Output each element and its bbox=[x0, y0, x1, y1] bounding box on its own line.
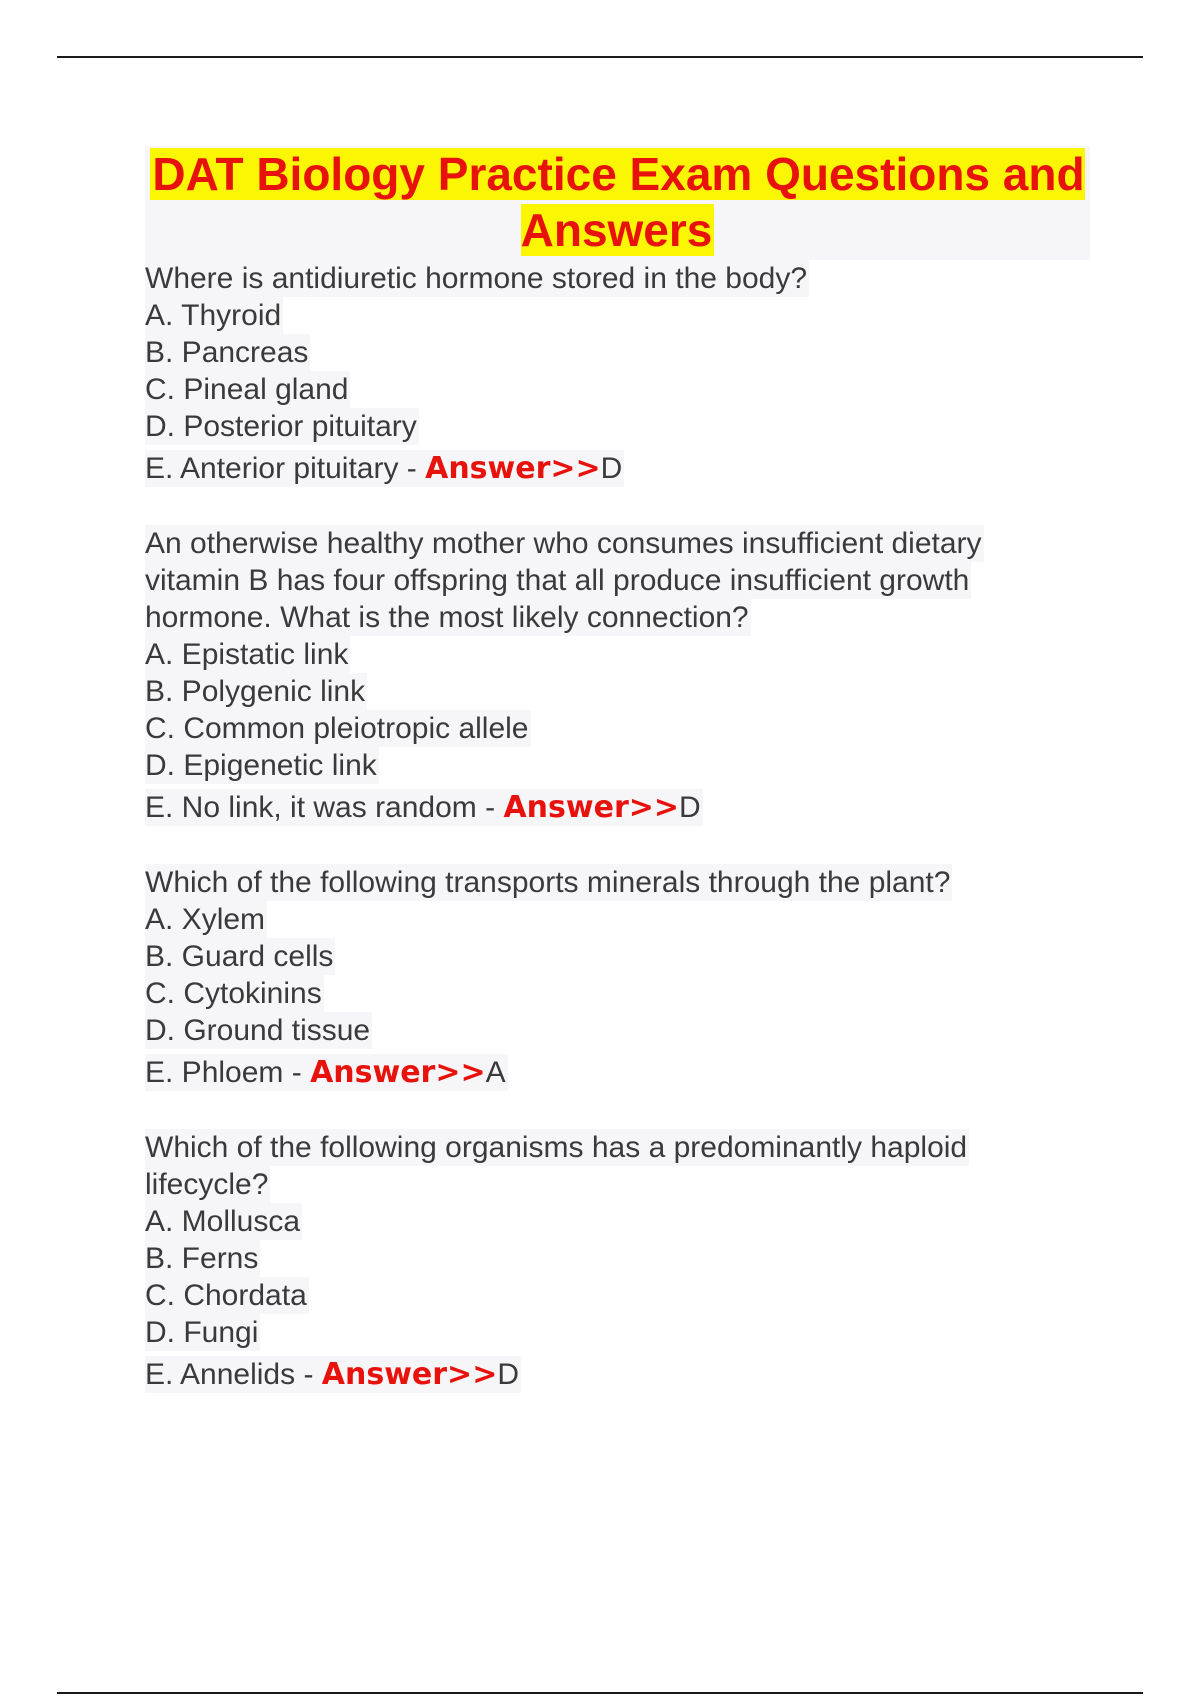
answer-option: D. Ground tissue bbox=[145, 1014, 371, 1047]
question-block bbox=[145, 1129, 1090, 1393]
answer-option-with-key bbox=[145, 789, 703, 826]
answer-option: C. Common pleiotropic allele bbox=[145, 712, 529, 745]
answer-option: C. Cytokinins bbox=[145, 977, 322, 1010]
question-block bbox=[145, 260, 1090, 487]
answer-option: B. Polygenic link bbox=[145, 675, 366, 708]
question-stem-line: vitamin B has four offspring that all produce insufficient growth bbox=[145, 564, 970, 597]
answer-option: B. Ferns bbox=[145, 1242, 259, 1275]
bottom-rule bbox=[57, 1692, 1143, 1694]
answer-option: A. Epistatic link bbox=[145, 638, 349, 671]
question-stem-line: Where is antidiuretic hormone stored in the body? bbox=[145, 262, 808, 295]
answer-option: D. Epigenetic link bbox=[145, 749, 377, 782]
answer-option: B. Pancreas bbox=[145, 336, 309, 369]
answer-option: D. Fungi bbox=[145, 1316, 259, 1349]
document-body bbox=[145, 146, 1090, 1393]
answer-label: Answer>> bbox=[321, 1357, 498, 1392]
question-stem-line: Which of the following organisms has a predominantly haploid bbox=[145, 1131, 968, 1164]
question-stem-line: lifecycle? bbox=[145, 1168, 269, 1201]
correct-answer: A bbox=[485, 1056, 506, 1089]
top-rule bbox=[57, 56, 1143, 58]
question-list bbox=[145, 260, 1090, 1393]
answer-option-with-key bbox=[145, 450, 624, 487]
title-block bbox=[145, 146, 1090, 260]
question-stem-line: hormone. What is the most likely connection? bbox=[145, 601, 749, 634]
answer-option-with-key bbox=[145, 1356, 521, 1393]
answer-option: A. Xylem bbox=[145, 903, 266, 936]
correct-answer: D bbox=[600, 452, 623, 485]
answer-option: A. Mollusca bbox=[145, 1205, 301, 1238]
answer-option: A. Thyroid bbox=[145, 299, 282, 332]
answer-option-text: E. No link, it was random - bbox=[145, 791, 504, 824]
question-block bbox=[145, 525, 1090, 826]
answer-option: C. Chordata bbox=[145, 1279, 307, 1312]
answer-option-text: E. Phloem - bbox=[145, 1056, 311, 1089]
answer-option: B. Guard cells bbox=[145, 940, 334, 973]
question-stem-line: Which of the following transports minerals through the plant? bbox=[145, 866, 951, 899]
answer-option-text: E. Annelids - bbox=[145, 1358, 322, 1391]
answer-option: C. Pineal gland bbox=[145, 373, 349, 406]
question-stem-line: An otherwise healthy mother who consumes insufficient dietary bbox=[145, 527, 982, 560]
answer-label: Answer>> bbox=[503, 790, 680, 825]
answer-option-with-key bbox=[145, 1054, 508, 1091]
document-title: DAT Biology Practice Exam Questions and Answers bbox=[152, 148, 1085, 256]
question-block bbox=[145, 864, 1090, 1091]
answer-option-text: E. Anterior pituitary - bbox=[145, 452, 426, 485]
correct-answer: D bbox=[497, 1358, 519, 1391]
answer-option: D. Posterior pituitary bbox=[145, 410, 417, 443]
answer-label: Answer>> bbox=[310, 1055, 486, 1090]
answer-label: Answer>> bbox=[425, 451, 601, 486]
correct-answer: D bbox=[679, 791, 701, 824]
